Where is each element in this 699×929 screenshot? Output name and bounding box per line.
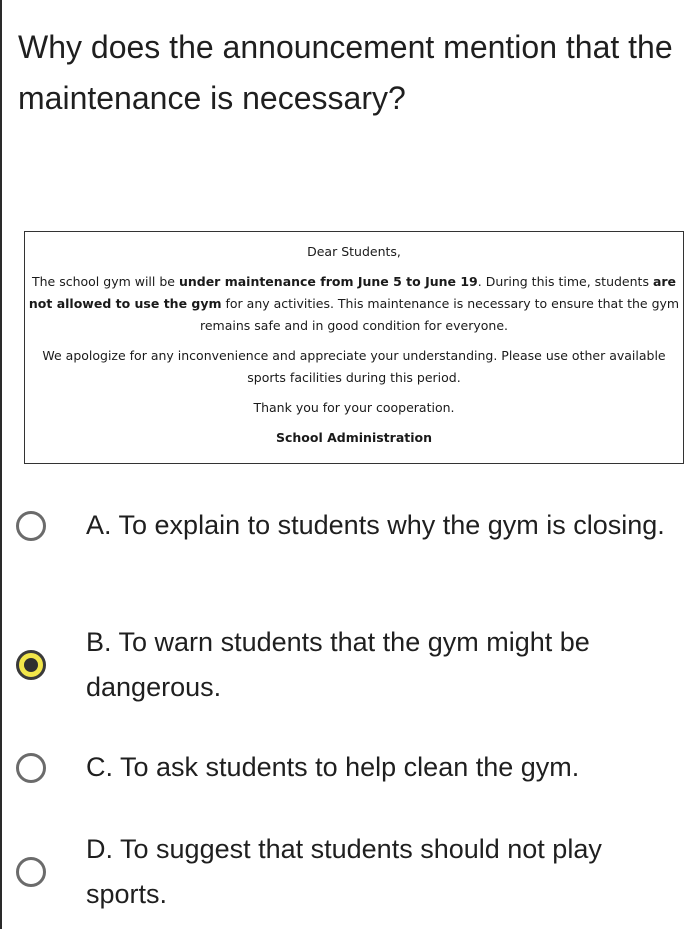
answer-option-b-label: B. To warn students that the gym might be dangerous. xyxy=(86,627,590,702)
announcement-notice xyxy=(24,231,684,464)
notice-p1-not-allowed: are not allowed to use the gym xyxy=(28,274,677,311)
notice-signature-text: School Administration xyxy=(276,430,432,445)
notice-signature xyxy=(25,427,683,449)
answer-option-a-label: A. To explain to students why the gym is closing. xyxy=(86,510,665,540)
notice-p1-part-e: for any activities. This maintenance is necessary to ensure that the gym remains safe and in good condition for everyone. xyxy=(200,296,680,333)
answer-option-c[interactable] xyxy=(16,745,686,790)
notice-paragraph-2: We apologize for any inconvenience and appreciate your understanding. Please use other available sports facilities during this period. xyxy=(42,348,666,385)
notice-p1-part-a: The school gym will be xyxy=(31,274,179,289)
question-text: Why does the announcement mention that the maintenance is necessary? xyxy=(18,29,673,116)
radio-button-d[interactable] xyxy=(16,857,46,887)
notice-greeting: Dear Students, xyxy=(307,244,401,259)
radio-button-b-selected[interactable] xyxy=(16,650,46,680)
answer-option-b[interactable] xyxy=(16,620,686,710)
radio-button-c[interactable] xyxy=(16,753,46,783)
answer-option-c-label: C. To ask students to help clean the gym. xyxy=(86,752,580,782)
notice-p1-part-c: . During this time, students xyxy=(477,274,653,289)
answer-option-a[interactable] xyxy=(16,503,686,548)
notice-thanks: Thank you for your cooperation. xyxy=(253,400,455,415)
notice-paragraph-1 xyxy=(25,271,683,337)
answer-option-d-label: D. To suggest that students should not play sports. xyxy=(86,834,602,909)
notice-p1-maintenance-dates: under maintenance from June 5 to June 19 xyxy=(178,274,478,289)
answer-option-d[interactable] xyxy=(16,827,686,917)
radio-button-a[interactable] xyxy=(16,511,46,541)
left-edge-rule xyxy=(0,0,2,929)
